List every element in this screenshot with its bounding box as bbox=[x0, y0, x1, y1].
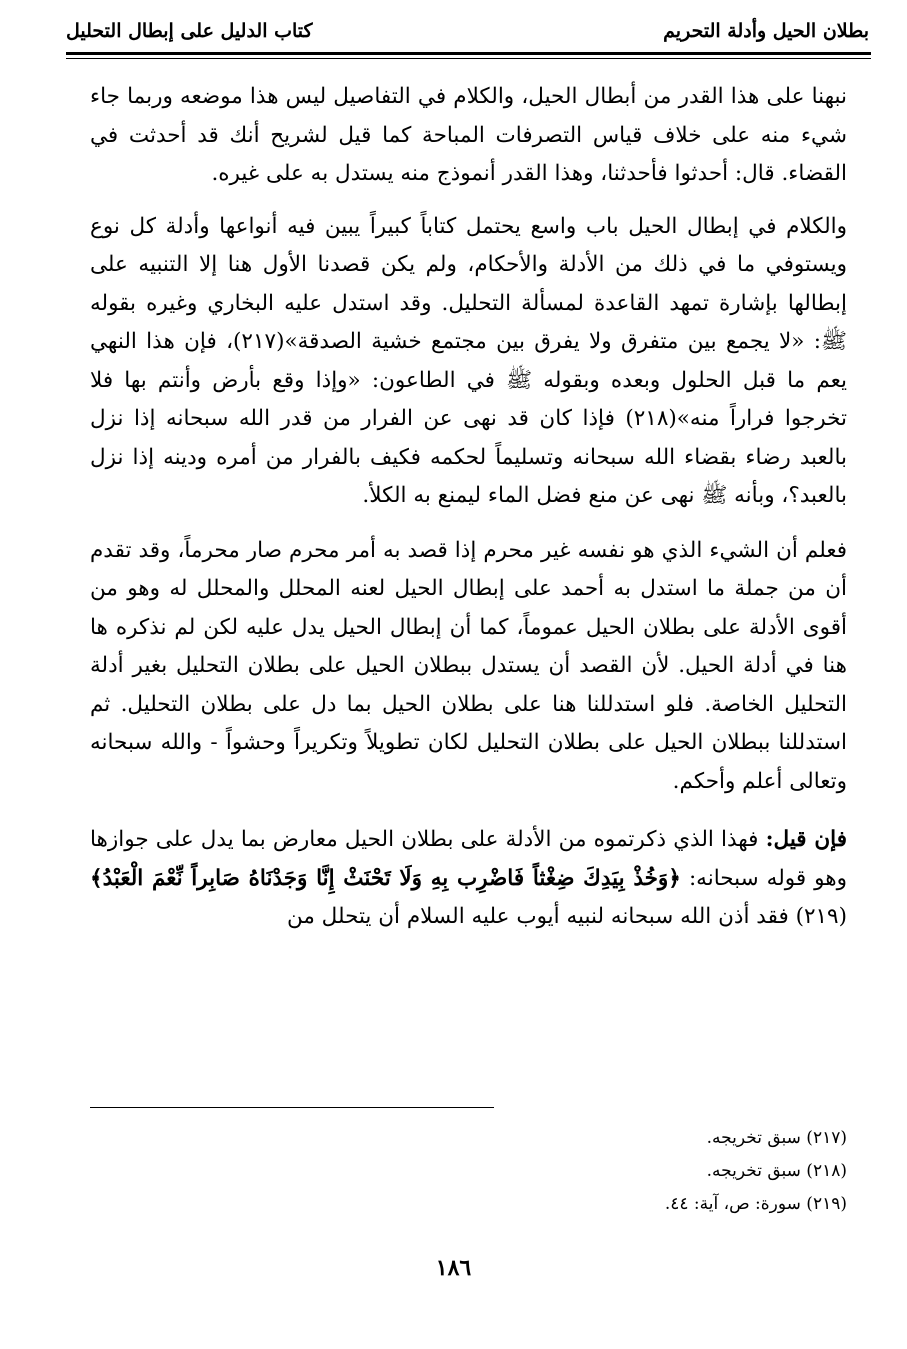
running-header bbox=[66, 14, 869, 48]
header-book-title: كتاب الدليل على إبطال التحليل bbox=[66, 20, 313, 42]
paragraph-4-text-before: فهذا الذي ذكرتموه من الأدلة على بطلان الحيل معارض بما يدل على جوازها وهو قوله سبحانه: bbox=[90, 827, 847, 891]
paragraph-4 bbox=[90, 821, 847, 937]
paragraph-1: نبهنا على هذا القدر من أبطال الحيل، والكلام في التفاصيل ليس هذا موضعه وربما جاء شيء منه على خلاف قياس التصرفات المباحة كما قيل لشريح أنك قد أحدثت في القضاء. قال: أحدثوا فأحدثنا، وهذا القدر أنموذج منه يستدل به على غيره. bbox=[90, 84, 847, 186]
footnotes bbox=[90, 1122, 847, 1221]
paragraph-2: والكلام في إبطال الحيل باب واسع يحتمل كتاباً كبيراً يبين فيه أنواعها وأدلة كل نوع ويستوفي ما في ذلك من الأدلة والأحكام، ولم يكن قصدنا الأول هنا إلا التنبيه على إبطالها بإشارة تمهد القاعدة لمسألة التحليل. وقد استدل عليه البخاري وغيره بقوله ﷺ: «لا يجمع بين متفرق ولا يفرق بين مجتمع خشية الصدقة»(٢١٧)، فإن هذا النهي يعم ما قبل الحلول وبعده وبقوله ﷺ في الطاعون: «وإذا وقع بأرض وأنتم بها فلا تخرجوا فراراً منه»(٢١٨) فإذا كان قد نهى عن الفرار من قدر الله سبحانه إذا نزل بالعبد رضاء بقضاء الله سبحانه وتسليماً لحكمه فكيف بالفرار من أمره ودينه إذا نزل بالعبد؟، وبأنه ﷺ نهى عن منع فضل الماء ليمنع به الكلأ. bbox=[90, 213, 847, 508]
footnote-217: (٢١٧) سبق تخريجه. bbox=[706, 1128, 847, 1148]
paragraph-4-text-after: (٢١٩) فقد أذن الله سبحانه لنبيه أيوب عليه السلام أن يتحلل من bbox=[286, 904, 847, 929]
footnote-218: (٢١٨) سبق تخريجه. bbox=[706, 1161, 847, 1181]
header-rule-thick bbox=[66, 52, 871, 55]
footnote-219: (٢١٩) سورة: ص، آية: ٤٤. bbox=[664, 1194, 847, 1214]
header-rule-thin bbox=[66, 58, 871, 59]
page-number: ١٨٦ bbox=[435, 1255, 472, 1281]
header-chapter-title: بطلان الحيل وأدلة التحريم bbox=[663, 20, 869, 42]
paragraph-lead: فإن قيل: bbox=[765, 827, 847, 852]
main-text bbox=[90, 78, 847, 937]
footnote-separator bbox=[90, 1107, 494, 1108]
quran-verse: ﴿وَخُذْ بِيَدِكَ ضِغْثاً فَاضْرِب بِهِ وَلَا تَحْنَثْ إِنَّا وَجَدْنَاهُ صَابِراً نِّعْمَ الْعَبْدُ﴾ bbox=[90, 865, 681, 891]
paragraph-3: فعلم أن الشيء الذي هو نفسه غير محرم إذا قصد به أمر محرم صار محرماً، وقد تقدم أن من جملة ما استدل به أحمد على إبطال الحيل لعنه المحلل والمحلل له وهو من أقوى الأدلة على بطلان الحيل عموماً، كما أن إبطال الحيل يدل عليه لكن لم نذكره ها هنا في أدلة الحيل. لأن القصد أن يستدل ببطلان الحيل على بطلان التحليل بغير أدلة التحليل الخاصة. فلو استدللنا هنا على بطلان الحيل بما دل على بطلان التحليل. ثم استدللنا ببطلان الحيل على بطلان التحليل لكان تطويلاً وتكريراً وحشواً - والله سبحانه وتعالى أعلم وأحكم. bbox=[90, 537, 847, 794]
